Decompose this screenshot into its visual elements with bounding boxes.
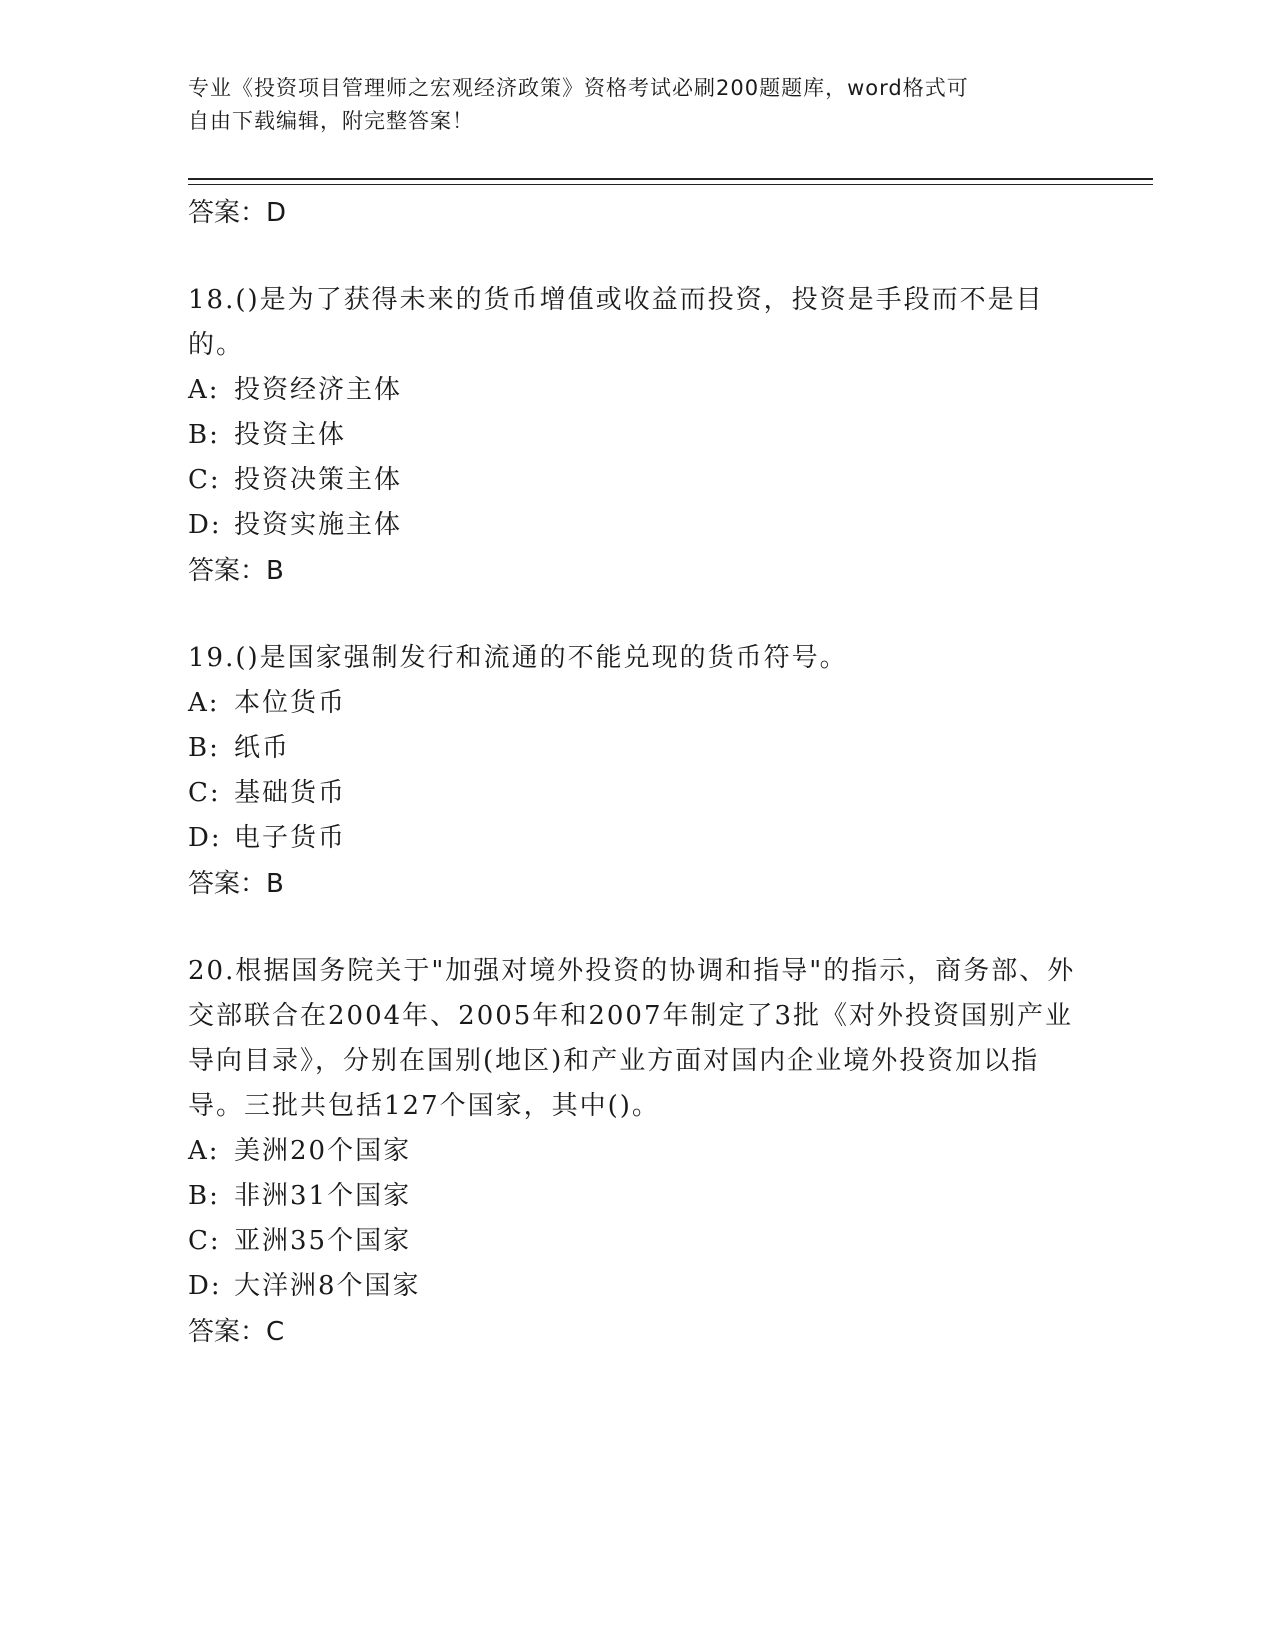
document-body xyxy=(188,190,1088,1355)
option-b xyxy=(188,726,1088,771)
option-text: 非洲31个国家 xyxy=(234,1181,412,1211)
question-text: 20.根据国务院关于"加强对境外投资的协调和指导"的指示，商务部、外交部联合在2004年、2005年和2007年制定了3批《对外投资国别产业导向目录》，分别在国别(地区)和产业方面对国内企业境外投资加以指导。三批共包括127个国家，其中()。 xyxy=(188,956,1076,1121)
option-label: A: xyxy=(188,375,220,405)
option-text: 基础货币 xyxy=(234,778,347,808)
answer: 答案：B xyxy=(188,556,284,586)
option-d xyxy=(188,1264,1088,1309)
option-a xyxy=(188,1129,1088,1174)
option-b xyxy=(188,1174,1088,1219)
option-label: D: xyxy=(188,1271,222,1301)
option-a xyxy=(188,681,1088,726)
option-text: 电子货币 xyxy=(234,823,347,853)
previous-answer: 答案：D xyxy=(188,198,287,228)
question-18 xyxy=(188,278,1088,594)
document-header xyxy=(188,72,1088,138)
question-19 xyxy=(188,636,1088,907)
option-text: 大洋洲8个国家 xyxy=(234,1271,421,1301)
option-label: C: xyxy=(188,465,221,495)
option-c xyxy=(188,458,1088,503)
header-divider-thick xyxy=(188,178,1153,180)
option-label: C: xyxy=(188,778,221,808)
option-text: 美洲20个国家 xyxy=(234,1136,412,1166)
header-line-2: 自由下载编辑，附完整答案！ xyxy=(188,109,474,133)
answer: 答案：B xyxy=(188,869,284,899)
option-label: D: xyxy=(188,510,222,540)
option-c xyxy=(188,1219,1088,1264)
option-text: 投资主体 xyxy=(234,420,347,450)
option-text: 投资经济主体 xyxy=(234,375,403,405)
header-line-1: 专业《投资项目管理师之宏观经济政策》资格考试必刷200题题库，word格式可 xyxy=(188,76,969,100)
option-c xyxy=(188,771,1088,816)
option-label: B: xyxy=(188,733,220,763)
option-a xyxy=(188,368,1088,413)
option-label: D: xyxy=(188,823,222,853)
option-text: 亚洲35个国家 xyxy=(234,1226,412,1256)
option-label: A: xyxy=(188,1136,220,1166)
option-label: B: xyxy=(188,420,220,450)
question-text: 18.()是为了获得未来的货币增值或收益而投资，投资是手段而不是目的。 xyxy=(188,285,1044,360)
option-label: C: xyxy=(188,1226,221,1256)
option-b xyxy=(188,413,1088,458)
option-label: B: xyxy=(188,1181,220,1211)
option-label: A: xyxy=(188,688,220,718)
answer: 答案：C xyxy=(188,1317,285,1347)
option-d xyxy=(188,503,1088,548)
question-text: 19.()是国家强制发行和流通的不能兑现的货币符号。 xyxy=(188,643,848,673)
option-text: 本位货币 xyxy=(234,688,347,718)
header-divider-thin xyxy=(188,184,1153,185)
question-20 xyxy=(188,949,1088,1355)
option-d xyxy=(188,816,1088,861)
option-text: 纸币 xyxy=(234,733,291,763)
option-text: 投资实施主体 xyxy=(234,510,403,540)
option-text: 投资决策主体 xyxy=(234,465,403,495)
